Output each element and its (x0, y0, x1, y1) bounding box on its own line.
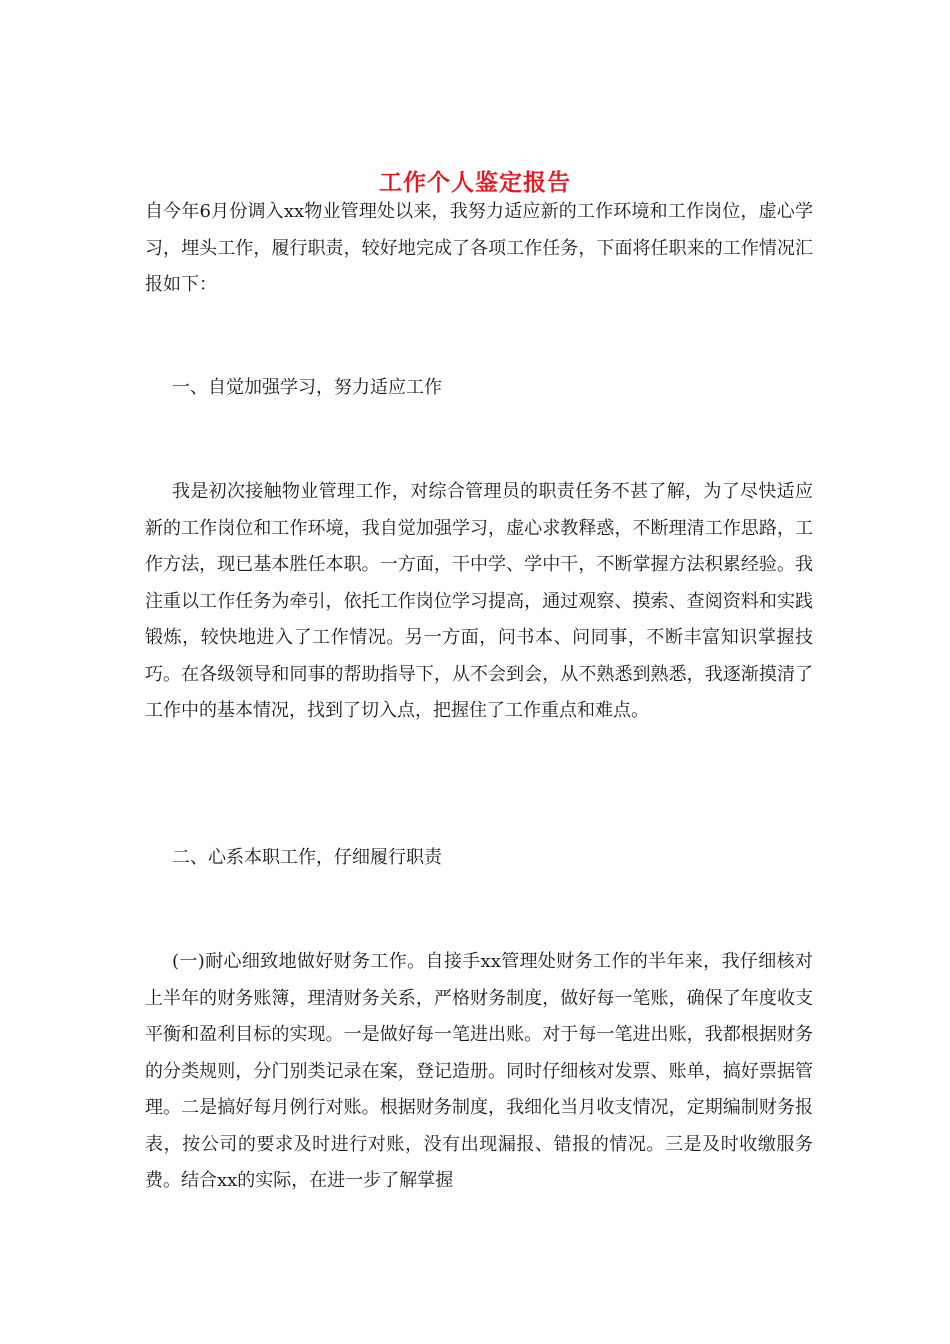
section-2-paragraph: (一)耐心细致地做好财务工作。自接手xx管理处财务工作的半年来，我仔细核对上半年的财务账簿，理清财务关系，严格财务制度，做好每一笔账，确保了年度收支平衡和盈利目标的实现。一是做好每一笔进出账。对于每一笔进出账，我都根据财务的分类规则，分门别类记录在案，登记造册。同时仔细核对发票、账单，搞好票据管理。二是搞好每月例行对账。根据财务制度，我细化当月收支情况，定期编制财务报表，按公司的要求及时进行对账，没有出现漏报、错报的情况。三是及时收缴服务费。结合xx的实际，在进一步了解掌握 (145, 951, 813, 1191)
section-1-paragraph: 我是初次接触物业管理工作，对综合管理员的职责任务不甚了解，为了尽快适应新的工作岗位和工作环境，我自觉加强学习，虚心求教释惑，不断理清工作思路，工作方法，现已基本胜任本职。一方面，干中学、学中干，不断掌握方法积累经验。我注重以工作任务为牵引，依托工作岗位学习提高，通过观察、摸索、查阅资料和实践锻炼，较快地进入了工作情况。另一方面，问书本、问同事，不断丰富知识掌握技巧。在各级领导和同事的帮助指导下，从不会到会，从不熟悉到熟悉，我逐渐摸清了工作中的基本情况，找到了切入点，把握住了工作重点和难点。 (145, 481, 813, 721)
intro-paragraph: 自今年6月份调入xx物业管理处以来，我努力适应新的工作环境和工作岗位，虚心学习，埋头工作，履行职责，较好地完成了各项工作任务，下面将任职来的工作情况汇报如下： (145, 201, 813, 295)
section-1-heading: 一、自觉加强学习，努力适应工作 (172, 377, 442, 398)
section-2-heading: 二、心系本职工作，仔细履行职责 (172, 847, 442, 868)
document-title: 工作个人鉴定报告 (379, 169, 571, 197)
